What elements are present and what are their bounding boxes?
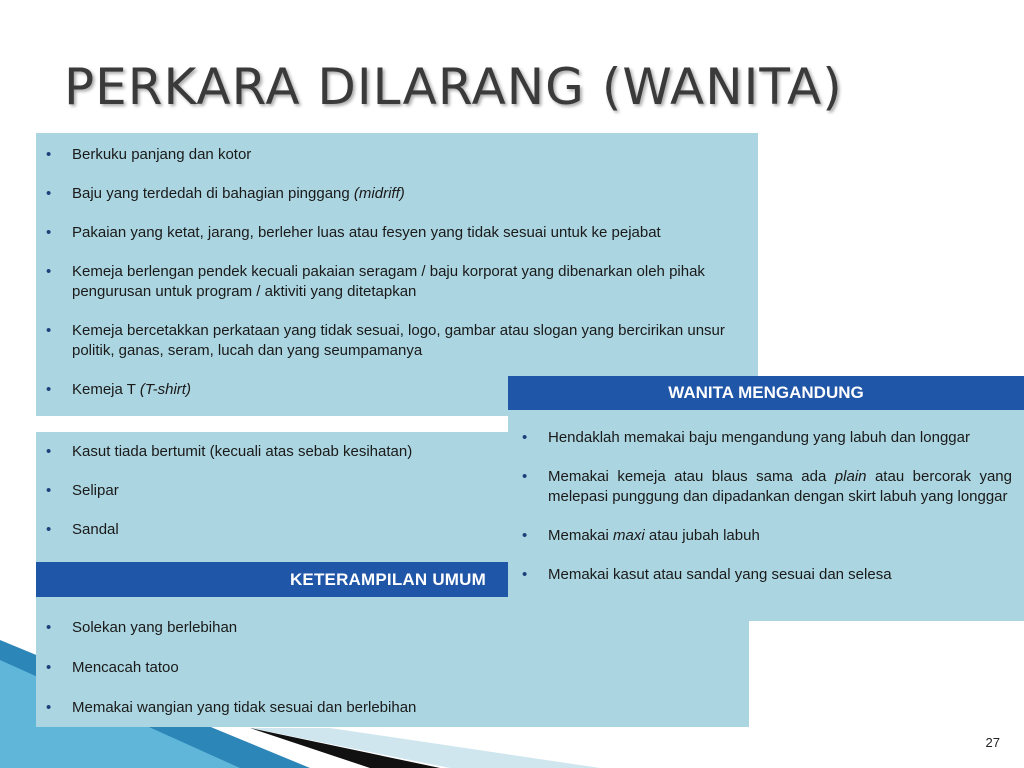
list-item: • Kasut tiada bertumit (kecuali atas sebab kesihatan) — [36, 442, 516, 462]
list-item: • Kemeja bercetakkan perkataan yang tidak sesuai, logo, gambar atau slogan yang bercirikan unsur politik, ganas, seram, lucah dan yang seumpamanya — [36, 321, 758, 361]
keterampilan-umum-heading: KETERAMPILAN UMUM — [36, 562, 516, 597]
prohibited-footwear-panel — [36, 432, 516, 562]
wanita-mengandung-panel — [508, 376, 1024, 621]
list-item: • Kemeja T (T-shirt) — [36, 380, 758, 400]
list-item: • Sandal — [36, 520, 516, 540]
list-item: • Kemeja berlengan pendek kecuali pakaian seragam / baju korporat yang dibenarkan oleh pihak pengurusan untuk program / aktiviti yang ditetapkan — [36, 262, 758, 302]
list-item: • Mencacah tatoo — [36, 658, 749, 678]
list-item: • Baju yang terdedah di bahagian pinggang (midriff) — [36, 184, 758, 204]
prohibited-clothing-panel — [36, 133, 758, 416]
wanita-mengandung-list — [508, 410, 1024, 585]
list-item: • Memakai kasut atau sandal yang sesuai dan selesa — [512, 565, 1012, 585]
list-item: • Pakaian yang ketat, jarang, berleher luas atau fesyen yang tidak sesuai untuk ke pejabat — [36, 223, 758, 243]
page-number: 27 — [985, 735, 1000, 750]
wanita-mengandung-heading: WANITA MENGANDUNG — [508, 376, 1024, 410]
slide-title: PERKARA DILARANG (WANITA) — [64, 58, 843, 116]
list-item: • Berkuku panjang dan kotor — [36, 145, 758, 165]
list-item: • Memakai wangian yang tidak sesuai dan berlebihan — [36, 698, 749, 718]
list-item: • Memakai maxi atau jubah labuh — [512, 526, 1012, 546]
list-item: • Selipar — [36, 481, 516, 501]
list-item: • Hendaklah memakai baju mengandung yang labuh dan longgar — [512, 428, 1012, 448]
list-item: • Solekan yang berlebihan — [36, 618, 749, 638]
keterampilan-umum-list — [36, 618, 749, 718]
list-item: • Memakai kemeja atau blaus sama ada plain atau bercorak yang melepasi punggung dan dipadankan dengan skirt labuh yang longgar — [512, 467, 1012, 507]
prohibited-footwear-list — [36, 442, 516, 540]
prohibited-clothing-list — [36, 145, 758, 400]
